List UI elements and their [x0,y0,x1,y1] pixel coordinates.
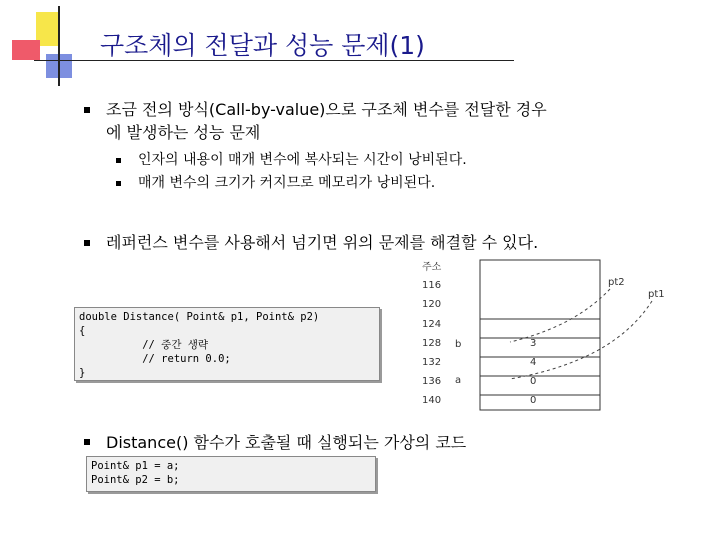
sub-bullet-marker [116,181,121,186]
sub-bullet-1: 인자의 내용이 매개 변수에 복사되는 시간이 낭비된다. [138,152,467,168]
memory-block [480,260,600,410]
code-block-reference [86,456,376,492]
bullet-2-text: 레퍼런스 변수를 사용해서 넘기면 위의 문제를 해결할 수 있다. [106,233,539,252]
cell-value: 0 [530,376,537,387]
pointer-label: pt1 [648,289,665,300]
sub-bullet-2: 매개 변수의 크기가 커지므로 메모리가 낭비된다. [138,175,436,191]
cell-value: 0 [530,395,537,406]
pointer-arrow-pt2 [510,289,610,342]
address-label: 120 [422,299,442,310]
bullet-1-line-1: 조금 전의 방식(Call-by-value)으로 구조체 변수를 전달한 경우 [106,100,547,119]
code-line: Point& p2 = b; [91,474,180,486]
memory-diagram [400,255,700,415]
code-line: { [79,325,86,337]
address-label: 140 [422,395,442,406]
variable-label: b [455,339,462,350]
variable-label: a [455,375,462,386]
bullet-marker [84,439,90,445]
cell-value: 3 [530,338,537,349]
code-block-function [74,307,380,381]
sub-bullet-marker [116,158,121,163]
code-line: // return 0.0; [79,353,231,365]
corner-vertical-line [58,6,60,86]
address-label: 128 [422,338,442,349]
address-label: 124 [422,319,442,330]
pointer-label: pt2 [608,277,625,288]
bullet-3-text: Distance() 함수가 호출될 때 실행되는 가상의 코드 [106,433,467,452]
corner-red-square [12,40,40,60]
code-line: } [79,367,86,379]
address-label: 136 [422,376,442,387]
address-label: 116 [422,280,442,291]
address-header: 주소 [422,262,442,273]
code-line: // 중간 생략 [79,339,209,351]
address-label: 132 [422,357,442,368]
bullet-marker [84,107,90,113]
bullet-marker [84,240,90,246]
page-title: 구조체의 전달과 성능 문제(1) [100,31,425,60]
code-line: Point& p1 = a; [91,460,180,472]
bullet-1-line-2: 에 발생하는 성능 문제 [106,123,261,142]
code-line: double Distance( Point& p1, Point& p2) [79,311,320,323]
cell-value: 4 [530,357,537,368]
